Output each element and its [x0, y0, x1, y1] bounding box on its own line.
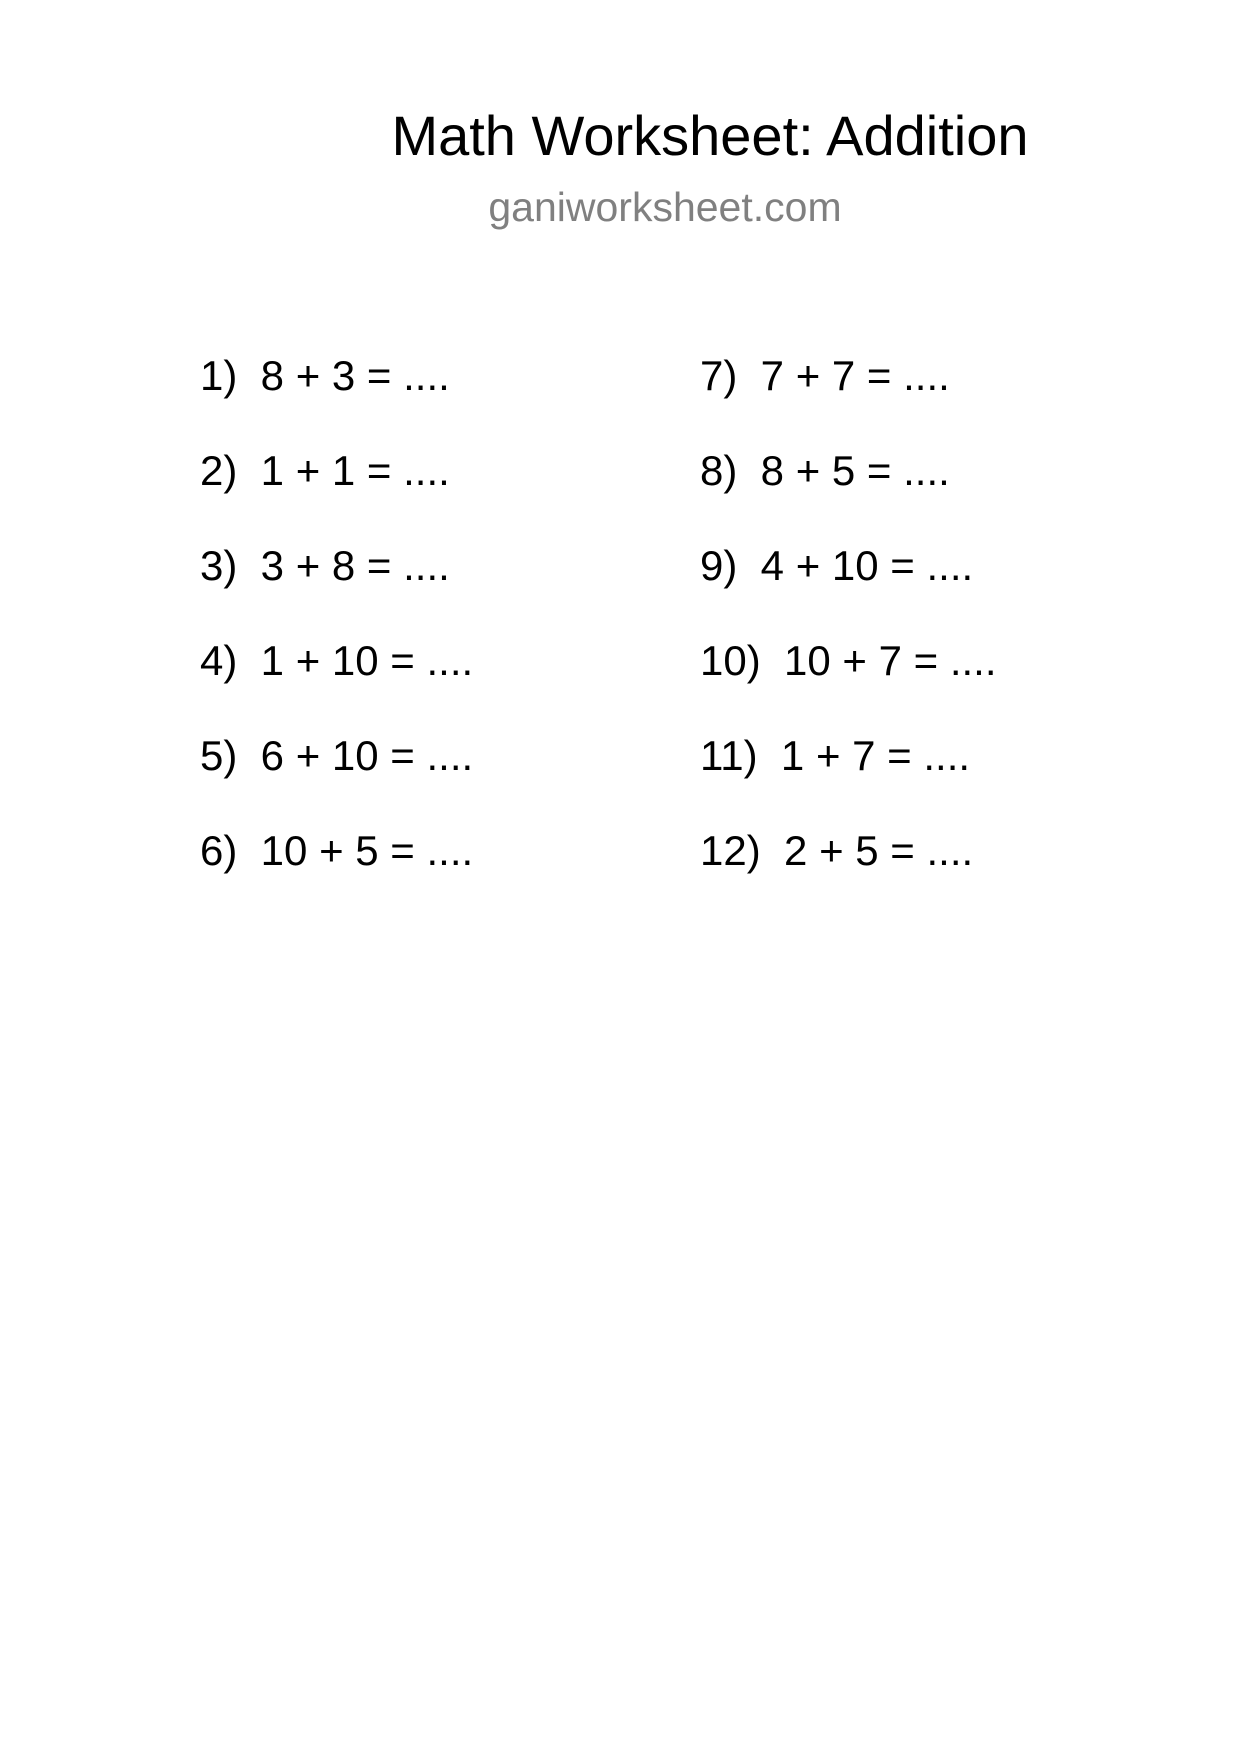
problem-8: 8) 8 + 5 = ....	[700, 447, 950, 494]
problem-11: 11) 1 + 7 = ....	[700, 732, 971, 779]
problem-2: 2) 1 + 1 = ....	[200, 447, 450, 494]
problem-6: 6) 10 + 5 = ....	[200, 827, 474, 874]
problem-5: 5) 6 + 10 = ....	[200, 732, 474, 779]
problem-1: 1) 8 + 3 = ....	[200, 352, 450, 399]
page-title: Math Worksheet: Addition	[391, 104, 1029, 167]
website-label: ganiworksheet.com	[488, 184, 842, 230]
problem-column-right	[700, 346, 997, 916]
problem-12: 12) 2 + 5 = ....	[700, 827, 974, 874]
problem-column-left	[200, 346, 473, 916]
problem-7: 7) 7 + 7 = ....	[700, 352, 950, 399]
problem-4: 4) 1 + 10 = ....	[200, 637, 474, 684]
problem-3: 3) 3 + 8 = ....	[200, 542, 450, 589]
problem-10: 10) 10 + 7 = ....	[700, 637, 997, 684]
problem-9: 9) 4 + 10 = ....	[700, 542, 974, 589]
